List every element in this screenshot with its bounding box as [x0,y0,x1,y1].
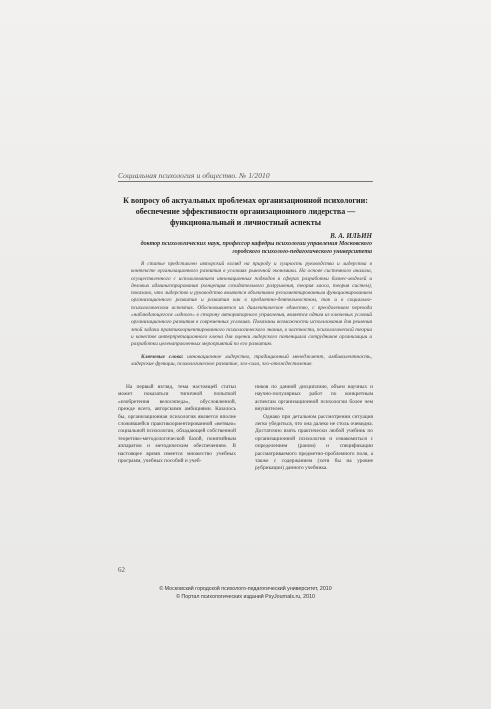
page-number: 62 [118,566,125,574]
author-affiliation: доктор психологических наук, профессор кафедры психологии управления Московского городского психолого-педагогического университета [140,241,372,255]
copyright-line: © Портал психологических изданий PsyJournals.ru, 2010 [176,593,315,600]
copyright-footer [118,586,373,601]
keywords-block [131,354,372,369]
copyright-line: © Московский городской психолого-педагогический университет, 2010 [159,586,332,592]
author-name: В. А. ИЛЬИН [330,232,372,240]
abstract: В статье представлен авторский взгляд на природу и сущность руководства и лидерства в контексте организационного развития в условиях рыночной экономики. На основе системного анализа, осуществленного с использованием инновационных подходов в сферах разработки бизнес-моделей и деловых администрирования (концепция созидательного разрушения, теория хаоса, теория систем), показано, что лидерство и руководство являются объективно регламентированным функционированием организационного развития и развития как в предметно-деятельностном, так и в социально-психологическом аспектах. Обосновывается их диалектическое единство, с преодолением перехода «наблюдающегося «одного» в сторону авторитарного управления, является одним из ключевых условий организационного развития в современных условиях. Показаны возможности использования для решения этой задачи практикоориентированного психологического знания, в частности, психологической теории и качестве интерпретационного ключа для оценки лидерского потенциала сотрудников организации и разработки целенаправленных мероприятий по его развитию. [131,261,372,348]
body-column-right [255,384,373,473]
header-rule [118,181,373,182]
article-title: К вопросу об актуальных проблемах организационной психологии: обеспечение эффективности организационного лидерства — функциональный и личностный аспекты [123,196,368,227]
running-head: Социальная психология и общество. № 1/2010 [118,171,270,180]
body-column-left [118,384,236,465]
keywords-label: Ключевые слова: [141,354,184,360]
body-paragraph: На первый взгляд, тема настоящей статьи может показаться типичной попыткой «изобретения велосипеда», обусловленной, прежде всего, авторскими амбициями. Казалось бы, организационная психология является вполне сложившейся практикоориентированной «ветвью» социальной психологии, обладающей собственной теоретико-методологической базой, понятийным аппаратом и методическим обеспечением. В настоящее время имеется множество учебных программ, учебных пособий и учеб- [118,384,236,465]
body-paragraph: ников по данной дисциплине, объем научных и научно-популярных работ по конкретным аспектам организационной психологии более чем внушителен. [255,384,373,413]
keywords-text: инновационное лидерство, традиционный менеджмент, амбивалентность, лидерские функции, психологическое развитие, эго-сила, эго-отождествление. [131,354,372,368]
body-paragraph: Однако при детальном рассмотрении ситуация легко убедиться, что она далеко не столь очевидна. Достаточно взять практически любой учебник по организационной психологии и ознакомиться с определением (раном) и спецификации рассматриваемого предметно-проблемного поля, а также с содержанием (хотя бы на уровне рубрикации) данного учебника. [255,413,373,472]
